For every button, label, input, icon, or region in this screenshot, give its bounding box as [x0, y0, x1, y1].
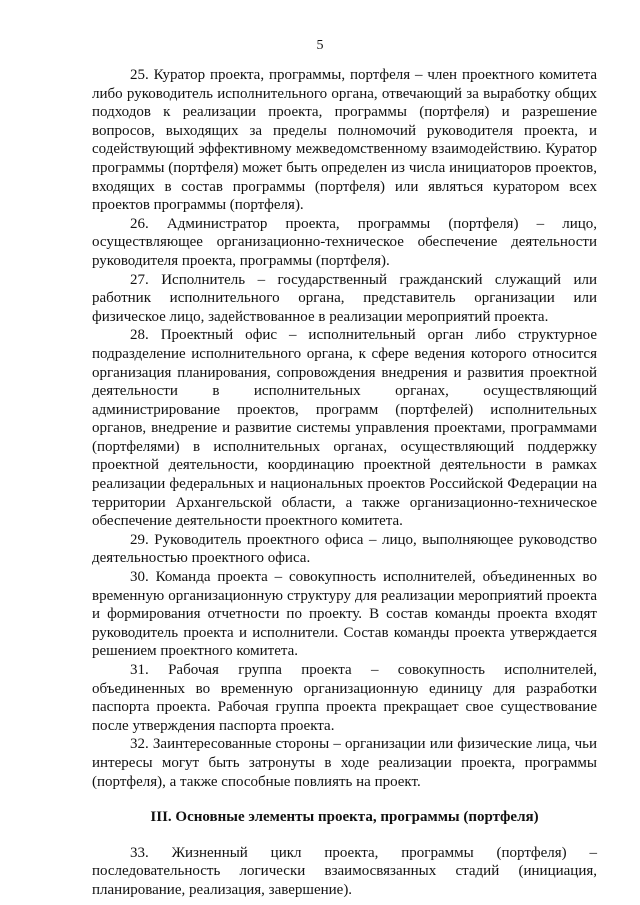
document-body [92, 66, 597, 900]
paragraph-26: 26. Администратор проекта, программы (портфеля) – лицо, осуществляющее организационно-техническое обеспечение деятельности руководителя проекта, программы (портфеля). [92, 215, 597, 269]
paragraph-28: 28. Проектный офис – исполнительный орган либо структурное подразделение исполнительного органа, к сфере ведения которого относится организация планирования, сопровождения внедрения и развития проектной деятельности в исполнительных органах, осуществляющий администрирование проектов, программ (портфелей) исполнительных органов, внедрение и развитие системы управления проектами, программами (портфелями) в исполнительных органах, осуществляющий поддержку проектной деятельности, координацию проектной деятельности в рамках реализации федеральных и национальных проектов Российской Федерации на территории Архангельской области, а также организационно-техническое обеспечение деятельности проектного комитета. [92, 327, 597, 530]
paragraph-27: 27. Исполнитель – государственный гражданский служащий или работник исполнительного органа, представитель организации или физическое лицо, задействованное в реализации мероприятий проекта. [92, 271, 597, 325]
paragraph-29: 29. Руководитель проектного офиса – лицо, выполняющее руководство деятельностью проектного офиса. [92, 531, 597, 567]
page-number: 5 [316, 38, 324, 53]
paragraph-32: 32. Заинтересованные стороны – организации или физические лица, чьи интересы могут быть затронуты в ходе реализации проекта, программы (портфеля), а также способные повлиять на проект. [92, 736, 597, 790]
section-heading: III. Основные элементы проекта, программы (портфеля) [150, 809, 539, 826]
paragraph-31: 31. Рабочая группа проекта – совокупность исполнителей, объединенных во временную организационную единицу для разработки паспорта проекта. Рабочая группа проекта прекращает свое существование после утверждения паспорта проекта. [92, 662, 597, 734]
paragraph-33: 33. Жизненный цикл проекта, программы (портфеля) – последовательность логически взаимосвязанных стадий (инициация, планирование, реализация, завершение). [92, 844, 597, 898]
paragraph-25: 25. Куратор проекта, программы, портфеля – член проектного комитета либо руководитель исполнительного органа, отвечающий за выработку общих подходов к реализации проекта, программы (портфеля) и разрешение вопросов, выходящих за пределы полномочий руководителя проекта, и содействующий эффективному межведомственному взаимодействию. Куратор программы (портфеля) может быть определен из числа инициаторов проектов, входящих в состав программы (портфеля) или являться куратором всех проектов программы (портфеля). [92, 67, 597, 214]
paragraph-30: 30. Команда проекта – совокупность исполнителей, объединенных во временную организационную структуру для реализации мероприятий проекта и формирования отчетности по проекту. В состав команды проекта входят руководитель проекта и исполнители. Состав команды проекта утверждается решением проектного комитета. [92, 569, 597, 660]
